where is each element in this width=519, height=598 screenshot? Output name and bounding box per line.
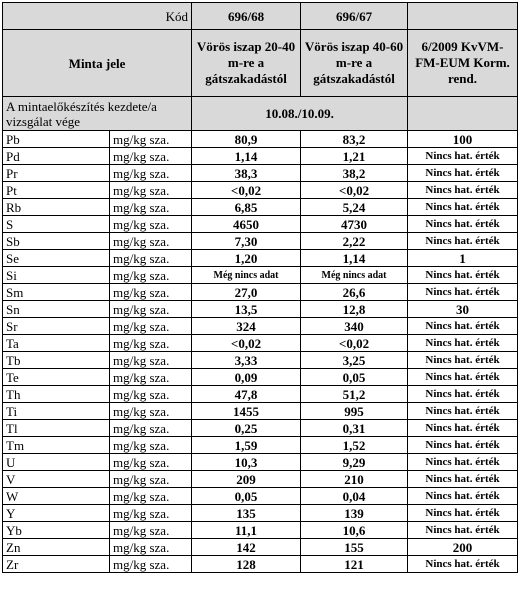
limit-cell: 1: [408, 250, 518, 267]
value-2-cell: Még nincs adat: [301, 267, 408, 284]
unit-cell: mg/kg sza.: [110, 318, 192, 335]
element-cell: Ti: [3, 403, 110, 420]
unit-cell: mg/kg sza.: [110, 556, 192, 573]
element-cell: V: [3, 471, 110, 488]
limit-cell: Nincs hat. érték: [408, 216, 518, 233]
table-row: [3, 318, 518, 335]
value-2-cell: 155: [301, 539, 408, 556]
element-cell: Sr: [3, 318, 110, 335]
value-1-cell: <0,02: [192, 335, 301, 352]
value-1-cell: 1,14: [192, 148, 301, 165]
value-2-cell: 340: [301, 318, 408, 335]
limit-cell: Nincs hat. érték: [408, 437, 518, 454]
value-2-cell: 9,29: [301, 454, 408, 471]
table-row: [3, 165, 518, 182]
limit-cell: 30: [408, 301, 518, 318]
value-1-cell: 135: [192, 505, 301, 522]
prep-row: [3, 97, 518, 131]
code-row: [3, 3, 518, 30]
table-row: [3, 471, 518, 488]
limit-cell: Nincs hat. érték: [408, 505, 518, 522]
unit-cell: mg/kg sza.: [110, 250, 192, 267]
value-2-cell: 1,21: [301, 148, 408, 165]
unit-cell: mg/kg sza.: [110, 165, 192, 182]
value-2-cell: 0,04: [301, 488, 408, 505]
value-2-cell: 4730: [301, 216, 408, 233]
value-1-cell: <0,02: [192, 182, 301, 199]
value-2-cell: 1,14: [301, 250, 408, 267]
unit-cell: mg/kg sza.: [110, 522, 192, 539]
table-row: [3, 556, 518, 573]
value-1-cell: 0,05: [192, 488, 301, 505]
value-1-cell: 1,20: [192, 250, 301, 267]
value-1-cell: 128: [192, 556, 301, 573]
unit-cell: mg/kg sza.: [110, 216, 192, 233]
value-2-cell: 210: [301, 471, 408, 488]
value-2-cell: 83,2: [301, 131, 408, 148]
table-row: [3, 454, 518, 471]
element-cell: U: [3, 454, 110, 471]
value-1-cell: 4650: [192, 216, 301, 233]
element-cell: Ta: [3, 335, 110, 352]
table-row: [3, 233, 518, 250]
table-row: [3, 250, 518, 267]
limit-cell: Nincs hat. érték: [408, 182, 518, 199]
element-cell: Rb: [3, 199, 110, 216]
table-row: [3, 216, 518, 233]
value-1-cell: 38,3: [192, 165, 301, 182]
unit-cell: mg/kg sza.: [110, 182, 192, 199]
value-1-cell: 1455: [192, 403, 301, 420]
unit-cell: mg/kg sza.: [110, 301, 192, 318]
value-2-cell: 0,05: [301, 369, 408, 386]
results-table: [2, 2, 518, 573]
table-row: [3, 131, 518, 148]
element-cell: Tb: [3, 352, 110, 369]
limit-cell: Nincs hat. érték: [408, 556, 518, 573]
unit-cell: mg/kg sza.: [110, 471, 192, 488]
value-2-cell: 1,52: [301, 437, 408, 454]
value-1-cell: 3,33: [192, 352, 301, 369]
element-cell: Tl: [3, 420, 110, 437]
unit-cell: mg/kg sza.: [110, 403, 192, 420]
element-cell: Pr: [3, 165, 110, 182]
element-cell: Te: [3, 369, 110, 386]
limit-cell: Nincs hat. érték: [408, 352, 518, 369]
element-cell: Zr: [3, 556, 110, 573]
value-2-cell: 10,6: [301, 522, 408, 539]
unit-cell: mg/kg sza.: [110, 437, 192, 454]
limit-cell: Nincs hat. érték: [408, 318, 518, 335]
value-2-cell: 2,22: [301, 233, 408, 250]
element-cell: Sb: [3, 233, 110, 250]
limit-cell: Nincs hat. érték: [408, 386, 518, 403]
value-2-cell: <0,02: [301, 335, 408, 352]
table-row: [3, 199, 518, 216]
sample-2: Vörös iszap 40-60 m-re a gátszakadástól: [301, 30, 408, 97]
table-row: [3, 182, 518, 199]
value-2-cell: 51,2: [301, 386, 408, 403]
table-row: [3, 301, 518, 318]
table-row: [3, 352, 518, 369]
unit-cell: mg/kg sza.: [110, 148, 192, 165]
sample-1: Vörös iszap 20-40 m-re a gátszakadástól: [192, 30, 301, 97]
unit-cell: mg/kg sza.: [110, 352, 192, 369]
unit-cell: mg/kg sza.: [110, 505, 192, 522]
table-row: [3, 148, 518, 165]
unit-cell: mg/kg sza.: [110, 386, 192, 403]
table-row: [3, 522, 518, 539]
unit-cell: mg/kg sza.: [110, 420, 192, 437]
limit-cell: Nincs hat. érték: [408, 522, 518, 539]
element-cell: Y: [3, 505, 110, 522]
table-row: [3, 488, 518, 505]
value-1-cell: 47,8: [192, 386, 301, 403]
element-cell: Zn: [3, 539, 110, 556]
value-1-cell: 10,3: [192, 454, 301, 471]
element-cell: Si: [3, 267, 110, 284]
code-value-1: 696/68: [192, 3, 301, 30]
table-row: [3, 369, 518, 386]
unit-cell: mg/kg sza.: [110, 199, 192, 216]
value-1-cell: 13,5: [192, 301, 301, 318]
limit-cell: Nincs hat. érték: [408, 471, 518, 488]
value-1-cell: 7,30: [192, 233, 301, 250]
unit-cell: mg/kg sza.: [110, 267, 192, 284]
limit-cell: 100: [408, 131, 518, 148]
value-1-cell: 11,1: [192, 522, 301, 539]
value-2-cell: 12,8: [301, 301, 408, 318]
value-2-cell: 26,6: [301, 284, 408, 301]
table-row: [3, 403, 518, 420]
value-2-cell: 0,31: [301, 420, 408, 437]
element-cell: Sm: [3, 284, 110, 301]
value-1-cell: 142: [192, 539, 301, 556]
value-1-cell: Még nincs adat: [192, 267, 301, 284]
value-1-cell: 80,9: [192, 131, 301, 148]
limit-cell: 200: [408, 539, 518, 556]
limit-cell: Nincs hat. érték: [408, 454, 518, 471]
code-label: Kód: [3, 3, 192, 30]
element-cell: Se: [3, 250, 110, 267]
table-row: [3, 284, 518, 301]
unit-cell: mg/kg sza.: [110, 284, 192, 301]
element-cell: Yb: [3, 522, 110, 539]
table-row: [3, 386, 518, 403]
limit-cell: Nincs hat. érték: [408, 284, 518, 301]
element-cell: Th: [3, 386, 110, 403]
limit-cell: Nincs hat. érték: [408, 199, 518, 216]
element-cell: Sn: [3, 301, 110, 318]
table-row: [3, 505, 518, 522]
sample-label: Minta jele: [3, 30, 192, 97]
prep-dates: 10.08./10.09.: [192, 97, 408, 131]
prep-empty-cell: [408, 97, 518, 131]
unit-cell: mg/kg sza.: [110, 335, 192, 352]
limit-cell: Nincs hat. érték: [408, 403, 518, 420]
unit-cell: mg/kg sza.: [110, 131, 192, 148]
code-value-2: 696/67: [301, 3, 408, 30]
table-row: [3, 539, 518, 556]
value-2-cell: 995: [301, 403, 408, 420]
value-2-cell: 139: [301, 505, 408, 522]
regulation-header: 6/2009 KvVM-FM-EUM Korm. rend.: [408, 30, 518, 97]
limit-cell: Nincs hat. érték: [408, 488, 518, 505]
unit-cell: mg/kg sza.: [110, 369, 192, 386]
limit-cell: Nincs hat. érték: [408, 267, 518, 284]
element-cell: Pd: [3, 148, 110, 165]
table-row: [3, 267, 518, 284]
limit-cell: Nincs hat. érték: [408, 165, 518, 182]
value-1-cell: 0,25: [192, 420, 301, 437]
value-1-cell: 1,59: [192, 437, 301, 454]
unit-cell: mg/kg sza.: [110, 454, 192, 471]
value-2-cell: 5,24: [301, 199, 408, 216]
value-1-cell: 324: [192, 318, 301, 335]
code-empty-cell: [408, 3, 518, 30]
table-row: [3, 437, 518, 454]
value-1-cell: 6,85: [192, 199, 301, 216]
element-cell: Pb: [3, 131, 110, 148]
element-cell: S: [3, 216, 110, 233]
value-2-cell: 38,2: [301, 165, 408, 182]
element-cell: W: [3, 488, 110, 505]
prep-label: A mintaelőkészítés kezdete/a vizsgálat vége: [3, 97, 192, 131]
limit-cell: Nincs hat. érték: [408, 369, 518, 386]
unit-cell: mg/kg sza.: [110, 233, 192, 250]
limit-cell: Nincs hat. érték: [408, 335, 518, 352]
element-cell: Tm: [3, 437, 110, 454]
limit-cell: Nincs hat. érték: [408, 233, 518, 250]
value-2-cell: 3,25: [301, 352, 408, 369]
unit-cell: mg/kg sza.: [110, 488, 192, 505]
limit-cell: Nincs hat. érték: [408, 420, 518, 437]
limit-cell: Nincs hat. érték: [408, 148, 518, 165]
value-1-cell: 27,0: [192, 284, 301, 301]
value-2-cell: 121: [301, 556, 408, 573]
value-1-cell: 209: [192, 471, 301, 488]
sample-row: [3, 30, 518, 97]
table-row: [3, 420, 518, 437]
value-2-cell: <0,02: [301, 182, 408, 199]
value-1-cell: 0,09: [192, 369, 301, 386]
element-cell: Pt: [3, 182, 110, 199]
unit-cell: mg/kg sza.: [110, 539, 192, 556]
table-row: [3, 335, 518, 352]
